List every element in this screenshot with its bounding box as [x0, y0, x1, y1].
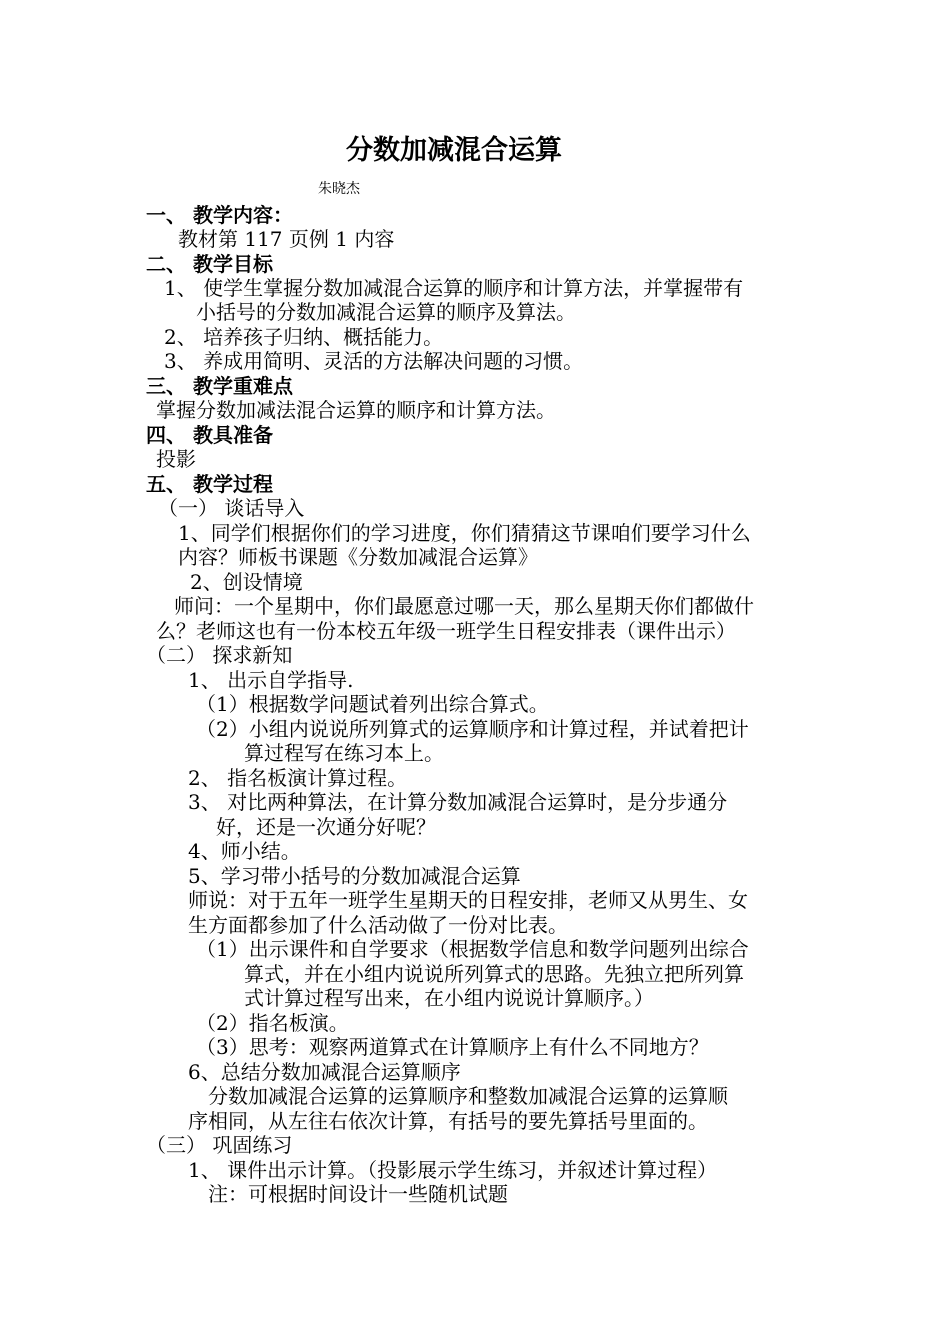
text-line: 2、 指名板演计算过程。: [188, 766, 408, 790]
text-line: 1、 使学生掌握分数加减混合运算的顺序和计算方法，并掌握带有: [164, 276, 744, 300]
text-line: 1、 课件出示计算。（投影展示学生练习，并叙述计算过程）: [188, 1158, 718, 1182]
text-line: 序相同，从左往右依次计算，有括号的要先算括号里面的。: [188, 1109, 708, 1133]
text-line: （一） 谈话导入: [158, 496, 305, 520]
text-line: 1、 出示自学指导.: [188, 668, 354, 692]
text-line: 小括号的分数加减混合运算的顺序及算法。: [196, 300, 576, 324]
text-line: （二） 探求新知: [146, 643, 293, 667]
text-line: 投影: [156, 447, 196, 471]
text-line: 注：可根据时间设计一些随机试题: [208, 1182, 508, 1206]
text-line: 师说：对于五年一班学生星期天的日程安排，老师又从男生、女: [188, 888, 748, 912]
section-heading: 四、 教具准备: [146, 423, 273, 447]
text-line: 分数加减混合运算的运算顺序和整数加减混合运算的运算顺: [208, 1084, 728, 1108]
text-line: （2）小组内说说所列算式的运算顺序和计算过程，并试着把计: [196, 717, 749, 741]
text-line: 算式，并在小组内说说所列算式的思路。先独立把所列算: [244, 962, 744, 986]
text-line: 么？老师这也有一份本校五年级一班学生日程安排表（课件出示）: [156, 619, 736, 643]
section-heading: 三、 教学重难点: [146, 374, 293, 398]
text-line: （1）出示课件和自学要求（根据数学信息和数学问题列出综合: [196, 937, 749, 961]
text-line: 1、同学们根据你们的学习进度，你们猜猜这节课咱们要学习什么: [178, 521, 751, 545]
text-line: 生方面都参加了什么活动做了一份对比表。: [188, 913, 568, 937]
text-line: （2）指名板演。: [196, 1011, 349, 1035]
section-heading: 一、 教学内容：: [146, 203, 293, 227]
text-line: 4、师小结。: [188, 839, 301, 863]
text-line: （三） 巩固练习: [146, 1133, 293, 1157]
author-name: 朱晓杰: [318, 181, 360, 197]
text-line: 3、 对比两种算法，在计算分数加减混合运算时，是分步通分: [188, 790, 728, 814]
text-line: （3）思考：观察两道算式在计算顺序上有什么不同地方？: [196, 1035, 709, 1059]
text-line: 2、创设情境: [190, 570, 303, 594]
text-line: 2、 培养孩子归纳、概括能力。: [164, 325, 444, 349]
text-line: 教材第 117 页例 1 内容: [178, 227, 395, 251]
text-line: 式计算过程写出来，在小组内说说计算顺序。）: [244, 986, 654, 1010]
text-line: 算过程写在练习本上。: [244, 741, 444, 765]
text-line: 5、学习带小括号的分数加减混合运算: [188, 864, 521, 888]
text-line: 掌握分数加减法混合运算的顺序和计算方法。: [156, 398, 556, 422]
text-line: 6、总结分数加减混合运算顺序: [188, 1060, 461, 1084]
section-heading: 二、 教学目标: [146, 252, 273, 276]
text-line: 3、 养成用简明、灵活的方法解决问题的习惯。: [164, 349, 584, 373]
text-line: 内容？师板书课题《分数加减混合运算》: [178, 545, 538, 569]
section-heading: 五、 教学过程: [146, 472, 273, 496]
text-line: 师问：一个星期中，你们最愿意过哪一天，那么星期天你们都做什: [174, 594, 754, 618]
text-line: 好，还是一次通分好呢？: [216, 815, 436, 839]
text-line: （1）根据数学问题试着列出综合算式。: [196, 692, 549, 716]
document-title: 分数加减混合运算: [346, 135, 562, 166]
